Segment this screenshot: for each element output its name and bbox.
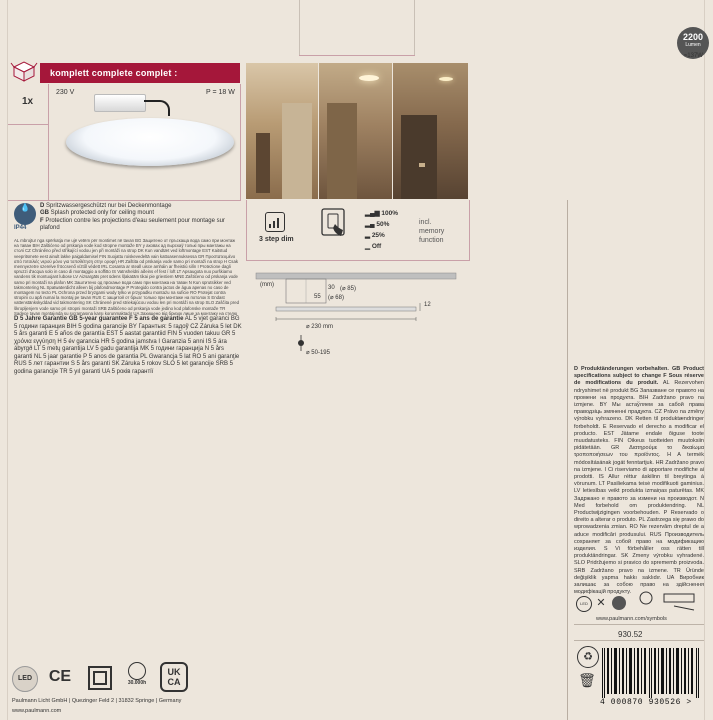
ip-rating-lines <box>40 203 240 233</box>
led-symbol-icon: LED <box>576 596 592 612</box>
signal-25-icon: ▂ <box>365 232 370 239</box>
symbol-row <box>576 590 704 616</box>
dim-level-50: ▂▄ 50% <box>365 221 390 228</box>
room-photo-100 <box>246 63 318 199</box>
step-dim-box <box>246 200 470 261</box>
signal-100-icon: ▂▄▆ <box>365 210 380 217</box>
ip-line-gb: GB Splash protected only for ceiling mount <box>40 210 155 217</box>
safety-multilingual-text: AL mbrojtur nga spërkatja me ujë vetëm për montimet në tavan BG Защитено от пръскаща вода само при монтаж на таван BIH Zaštićeno od prskanja vode kod stropne montaže BY у аховах ад пырскаў толькі пры мантажы на столі CZ Chráněno před stříkající vodou jen při montáži na strop DK Kun vandtæt ved loftmontage EST Kaitstud veepritsmete eest ainult lakke paigaldamisel FIN Suojattu roiskevedeltä vain kattoasennuksessa GR Προστατευμένο από πιτσιλιές νερού μόνο για τοποθέτηση στην οροφή HR Zaštita od prskanja vode samo pri montaži na strop H Csak mennyezetre szerelve fröccsenő víztől védett IRL Cosanta ar steall uisce amháin ar fheistiú silín I Protezione dagli spruzzi d'acqua solo in caso di montaggio a soffitto IS Vatnsheldni aðeins ef fest í loft LT Apsaugota nuo purškiamo vandens tik montuojant lubose LV Aizsargāts pret ūdens šļakatām tikai pie griestiem MNE Zaštićeno od prskanja vode samo pri montaži na plafon MK Заштитено од прскање вода само при монтажа на таван N Kun sprutsikker ved takmontering NL Spatwaterdicht alleen bij plafondmontage P Protegido contra jactos de água apenas no caso de montagem no tecto PL Ochrona przed bryzgami wody tylko w przypadku montażu na suficie RO Protejat contra stropirii cu apă numai la montaj pe tavan RUS С защитой от брызг только при монтаже на потолок S Endast vattenstänkskyddad vid takmontering SK Chránené pred striekajúcou vodou len pri montáži na strop SLO Zaščita pred škropljenjem vode samo pri stropni montaži SRB Zaštićeno od prskanja vode jedino kod plafonske montaže TR Sadece tavan montajında su sıçramasına karşı korunmaktadır UA Захищено від бризок лише за монтажу на стелю <box>14 238 239 316</box>
dim-unit: (mm) <box>260 282 274 288</box>
droplet-icon: 💧 <box>20 203 30 212</box>
voltage-label: 230 V <box>56 89 75 96</box>
contents-label: komplett complete complet : <box>50 68 178 78</box>
top-guide-left <box>299 0 300 56</box>
dimension-diagram <box>246 265 468 365</box>
modifications-text <box>574 366 704 596</box>
dim-cutout-a: (⌀ 85) <box>340 286 356 292</box>
modifications-lead: D Produktänderungen vorbehalten. GB Product specifications subject to change F Sous réserve de modifications du produit. <box>574 366 704 387</box>
modifications-languages: AL Rezervohen ndryshimet në produkt BG Запазване се правото на промени на продукта. BIH Zadržano pravo na izmjene. BY Мы астаўляем за сабой права праводзіць змяненні прадукта. CZ Právo na změny výrobku vyhrazeno. DK Retten til produktændringer forbeholdt. E Reservado el derecho a modificar el producto. EST Jätame endale õiguse toote muudatusteks. FIN Oikeus tuotteiden muutoksiin pidätetään. GR Διατηρούμε το δικαίωμα τροποποιήσεων του προϊόντος. H A termék módosításának jogát fenntartjuk. HR Zadržano pravo na izmjene. I Ci riserviamo di apportare modifiche ai prodotti. IS Allur réttur áskilinn til breytinga á vörunum. LT Pasiliekama teisė modifikuoti gaminius. LV Ietiesības veikt produkta izmaiņas paturētas. MK Задржано е правото за измени на производот. N Med forbehold om produktendring. NL Productwijzigingen voorbehouden. P Reservado o direito a alterar o produto. PL Zastrzega się prawo do wprowadzenia zmian. RO Ne rezervăm dreptul de a aduce modificări produsului. RUS Производитель сохраняет за собой право на модификацию изделия. S Vi förbehåller oss rätten till produktändringar. SK Zmeny výrobku vyhradené. SLO Pridržujemo si pravico do sprememb proizvoda. SRB Zadržano pravo na izmene. TR Üründe değişiklik yapma hakkı saklıdır. UA Виробник залишає за собою право на здійснення модифікацій продукту. <box>574 380 704 596</box>
dim-thickness: 12 <box>424 302 431 308</box>
dim-level-25: ▂ 25% <box>365 232 385 239</box>
warranty-text <box>14 316 244 376</box>
symbols-url: www.paulmann.com/symbols <box>596 616 667 622</box>
quantity-side-line <box>48 84 49 200</box>
right-margin-line <box>704 0 705 720</box>
top-guide-right <box>414 0 415 56</box>
ip-symbol-icon <box>612 596 626 610</box>
article-divider-bottom <box>574 640 704 641</box>
led-logo: LED <box>12 666 38 692</box>
signal-off-icon: ▁ <box>365 243 370 250</box>
company-address: Paulmann Licht GmbH | Quezinger Feld 2 | 31832 Springe | Germany <box>12 698 182 704</box>
memory-function-label: incl. memory function <box>419 219 445 244</box>
recycle-icon: ♻ <box>577 646 599 668</box>
driver-unit-image <box>94 94 146 112</box>
signal-50-icon: ▂▄ <box>365 221 375 228</box>
barcode <box>600 648 704 708</box>
no-dimmer-icon: ✕ <box>596 597 606 609</box>
ip-line-f: F Protection contre les projections d'eau seulement pour montage sur plafond <box>40 217 225 232</box>
barcode-digits: 4 000870 930526 > <box>600 698 692 707</box>
lifetime-hours: 30.000h <box>127 680 147 686</box>
dim-levels <box>365 208 398 252</box>
article-number: 930.52 <box>618 630 643 639</box>
dim-cutout-c: (⌀ 68) <box>328 295 344 301</box>
led-panel-image <box>66 118 234 166</box>
lumen-value: 2200 <box>682 32 704 42</box>
ip-rating-label: IP44 <box>14 225 27 231</box>
ip-rating-badge <box>14 203 36 225</box>
ce-mark: CE <box>48 668 72 685</box>
dim-cutout-range: ⌀ 50-195 <box>306 350 330 356</box>
lifetime-icon <box>124 662 150 692</box>
step-dim-label: 3 step dim <box>259 236 294 243</box>
watt-equivalent: ≈137W <box>684 53 703 59</box>
power-label: P = 18 W <box>206 89 235 96</box>
article-divider-top <box>574 624 704 625</box>
dim-depth: 30 <box>328 285 335 291</box>
contents-bar <box>40 63 240 83</box>
dim-level-100: ▂▄▆ 100% <box>365 210 399 217</box>
driver-cable <box>144 100 170 116</box>
ukca-mark: UK CA <box>160 662 188 692</box>
package-icon <box>10 59 38 83</box>
quantity-divider <box>8 124 48 125</box>
installation-icon <box>634 590 700 614</box>
dim-diameter: ⌀ 230 mm <box>306 324 333 330</box>
protection-class-icon <box>88 666 112 690</box>
room-photo-50 <box>319 63 392 199</box>
top-guide-bottom <box>299 55 415 56</box>
dim-cutout-b: 55 <box>314 294 321 300</box>
company-website: www.paulmann.com <box>12 708 62 714</box>
dimmer-icon <box>265 212 285 232</box>
weee-bin-icon: 🗑 <box>578 672 596 688</box>
dim-level-off: ▁ Off <box>365 243 382 250</box>
column-divider <box>567 200 568 720</box>
ceiling-light-glow <box>359 75 379 81</box>
wall-switch-icon <box>321 208 347 238</box>
quantity-label: 1x <box>22 96 34 107</box>
warranty-languages: AL 5 vjet garanci BG 5 години гаранция BIH 5 godina garancije BY Гарантыя: 5 гадоў CZ Záruka 5 let DK 5 års garanti E 5 años de garantía EST 5 aastat garantiid FIN 5 vuoden takuu GR 5 χρόνια εγγύηση H 5 év garancia HR 5 godina jamstva I Garanzia 5 anni IS 5 ára ábyrgð LT 5 metų garantija LV 5 gadu garantija MK 5 години гаранција N 5 års garanti NL 5 jaar garantie P 5 anos de garantia PL Gwarancja 5 lat RO 5 ani garanţie RUS 5 лет гарантии S 5 års garanti SK Záruka 5 rokov SLO 5 let garancije SRB 5 godina garancije TR 5 yıl garanti UA 5 років гарантії <box>14 316 242 375</box>
lumen-unit: Lumen <box>685 42 701 48</box>
package-content <box>8 84 241 201</box>
warranty-lead: D 5 Jahre Garantie GB 5-year guarantee F 5 ans de garantie <box>14 316 184 322</box>
room-photo-25 <box>393 63 468 199</box>
ip-line-d: D Spritzwassergeschützt nur bei Deckenmontage <box>40 203 172 209</box>
